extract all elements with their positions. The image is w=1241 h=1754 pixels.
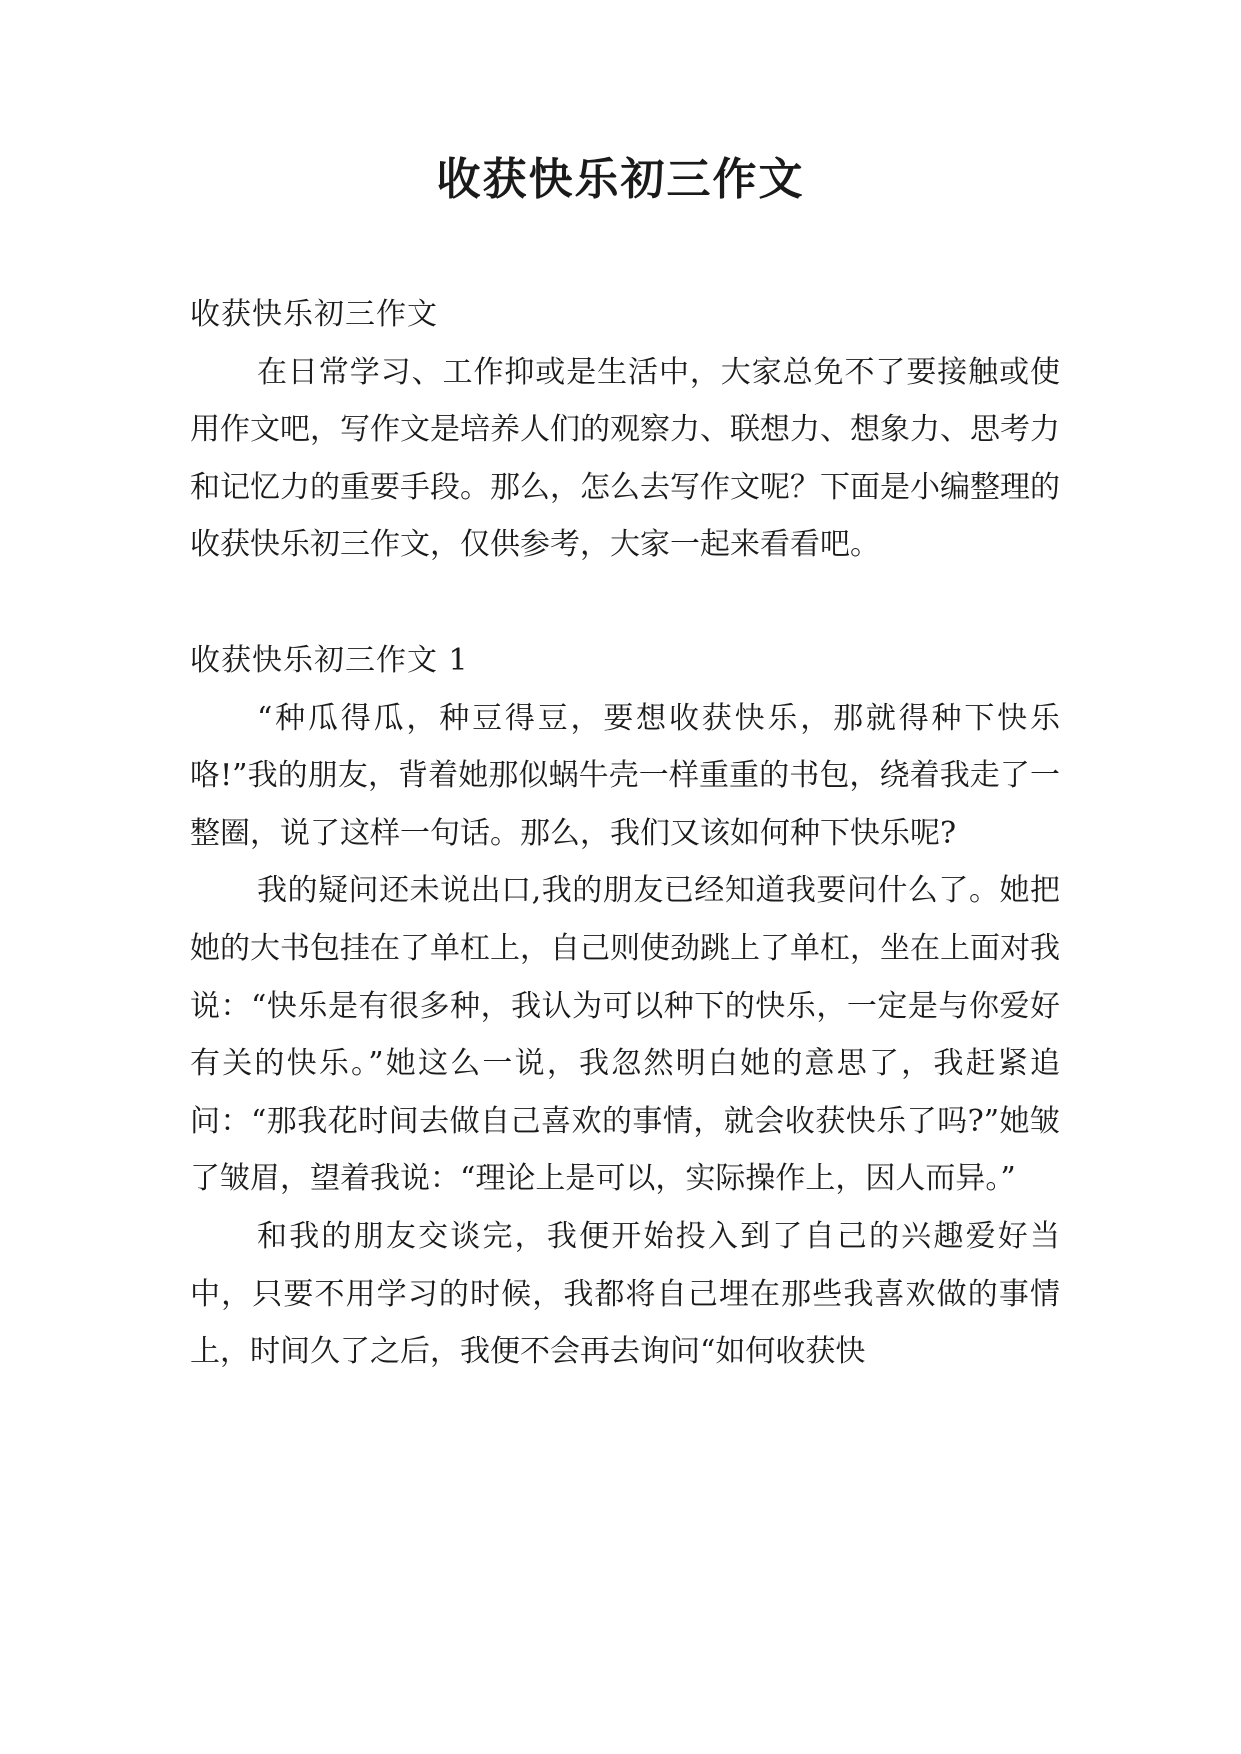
section-heading: 收获快乐初三作文 1: [190, 642, 469, 678]
body-paragraph: 和我的朋友交谈完，我便开始投入到了自己的兴趣爱好当中，只要不用学习的时候，我都将自己埋在那些我喜欢做的事情上，时间久了之后，我便不会再去询问“如何收获快: [190, 1218, 1060, 1370]
document-title: 收获快乐初三作文: [436, 154, 805, 205]
section-spacer: [190, 574, 1060, 632]
intro-heading: 收获快乐初三作文: [190, 297, 438, 332]
body-paragraph: “种瓜得瓜，种豆得豆，要想收获快乐，那就得种下快乐咯!”我的朋友，背着她那似蜗牛壳一样重重的书包，绕着我走了一整圈，说了这样一句话。那么，我们又该如何种下快乐呢?: [190, 700, 1060, 851]
body-paragraph: 我的疑问还未说出口,我的朋友已经知道我要问什么了。她把她的大书包挂在了单杠上，自己则使劲跳上了单杠，坐在上面对我说：“快乐是有很多种，我认为可以种下的快乐，一定是与你爱好有关的快乐。”她这么一说，我忽然明白她的意思了，我赶紧追问：“那我花时间去做自己喜欢的事情，就会收获快乐了吗?”她皱了皱眉，望着我说：“理论上是可以，实际操作上，因人而异。”: [190, 873, 1060, 1197]
intro-paragraph: 在日常学习、工作抑或是生活中，大家总免不了要接触或使用作文吧，写作文是培养人们的观察力、联想力、想象力、思考力和记忆力的重要手段。那么，怎么去写作文呢？下面是小编整理的收获快乐初三作文，仅供参考，大家一起来看看吧。: [190, 354, 1060, 563]
document-body: [190, 286, 1060, 1381]
